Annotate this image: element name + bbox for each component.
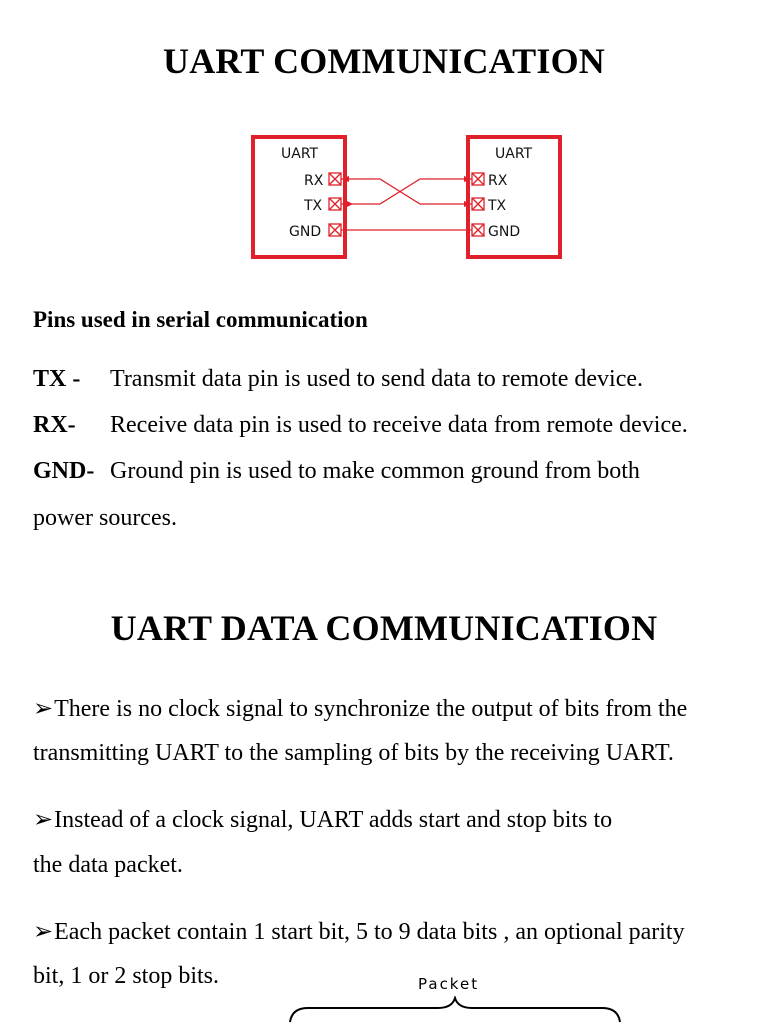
section-title: UART DATA COMMUNICATION (110, 608, 658, 648)
pins-heading: Pins used in serial communication (33, 307, 368, 332)
bullet-arrow-icon: ➢ (33, 696, 54, 722)
wire-arrowheads (341, 176, 472, 207)
crossover-wires (341, 179, 472, 230)
pin-row-rx (33, 412, 688, 439)
bullet-1 (33, 694, 687, 723)
pin-gnd-continuation: power sources. (33, 505, 177, 531)
packet-brace (288, 996, 622, 1024)
pin-row-tx (33, 366, 643, 393)
packet-label: Packet (418, 975, 480, 993)
bullet-arrow-icon: ➢ (33, 919, 54, 945)
right-uart-label: UART (495, 146, 533, 162)
page-title: UART COMMUNICATION (163, 41, 605, 81)
left-pin-gnd-label: GND (289, 224, 322, 240)
bullet-1-line1: There is no clock signal to synchronize the output of bits from the (54, 696, 688, 722)
bullet-3-continuation: bit, 1 or 2 stop bits. (33, 963, 220, 989)
pin-rx-text: Receive data pin is used to receive data from remote device. (110, 412, 688, 438)
pin-rx-label: RX- (33, 412, 76, 438)
pin-gnd-label: GND- (33, 458, 95, 484)
uart-connection-diagram (248, 134, 568, 262)
bullet-2 (33, 805, 612, 834)
left-pin-connectors (329, 173, 341, 236)
left-pin-rx-label: RX (304, 173, 324, 189)
left-pin-tx-label: TX (304, 198, 323, 214)
bullet-arrow-icon: ➢ (33, 807, 54, 833)
pin-tx-label: TX - (33, 366, 81, 392)
right-pin-connectors (472, 173, 484, 236)
pin-row-gnd (33, 458, 640, 485)
bullet-3 (33, 917, 685, 946)
left-uart-label: UART (281, 146, 319, 162)
right-pin-gnd-label: GND (488, 224, 521, 240)
bullet-2-line1: Instead of a clock signal, UART adds start and stop bits to (54, 807, 613, 833)
pin-gnd-text: Ground pin is used to make common ground from both (110, 458, 640, 484)
bullet-2-continuation: the data packet. (33, 852, 183, 878)
bullet-1-continuation: transmitting UART to the sampling of bits by the receiving UART. (33, 740, 674, 766)
bullet-3-line1: Each packet contain 1 start bit, 5 to 9 data bits , an optional parity (54, 919, 685, 945)
right-pin-tx-label: TX (488, 198, 507, 214)
right-pin-rx-label: RX (488, 173, 508, 189)
pin-tx-text: Transmit data pin is used to send data to remote device. (110, 366, 644, 392)
